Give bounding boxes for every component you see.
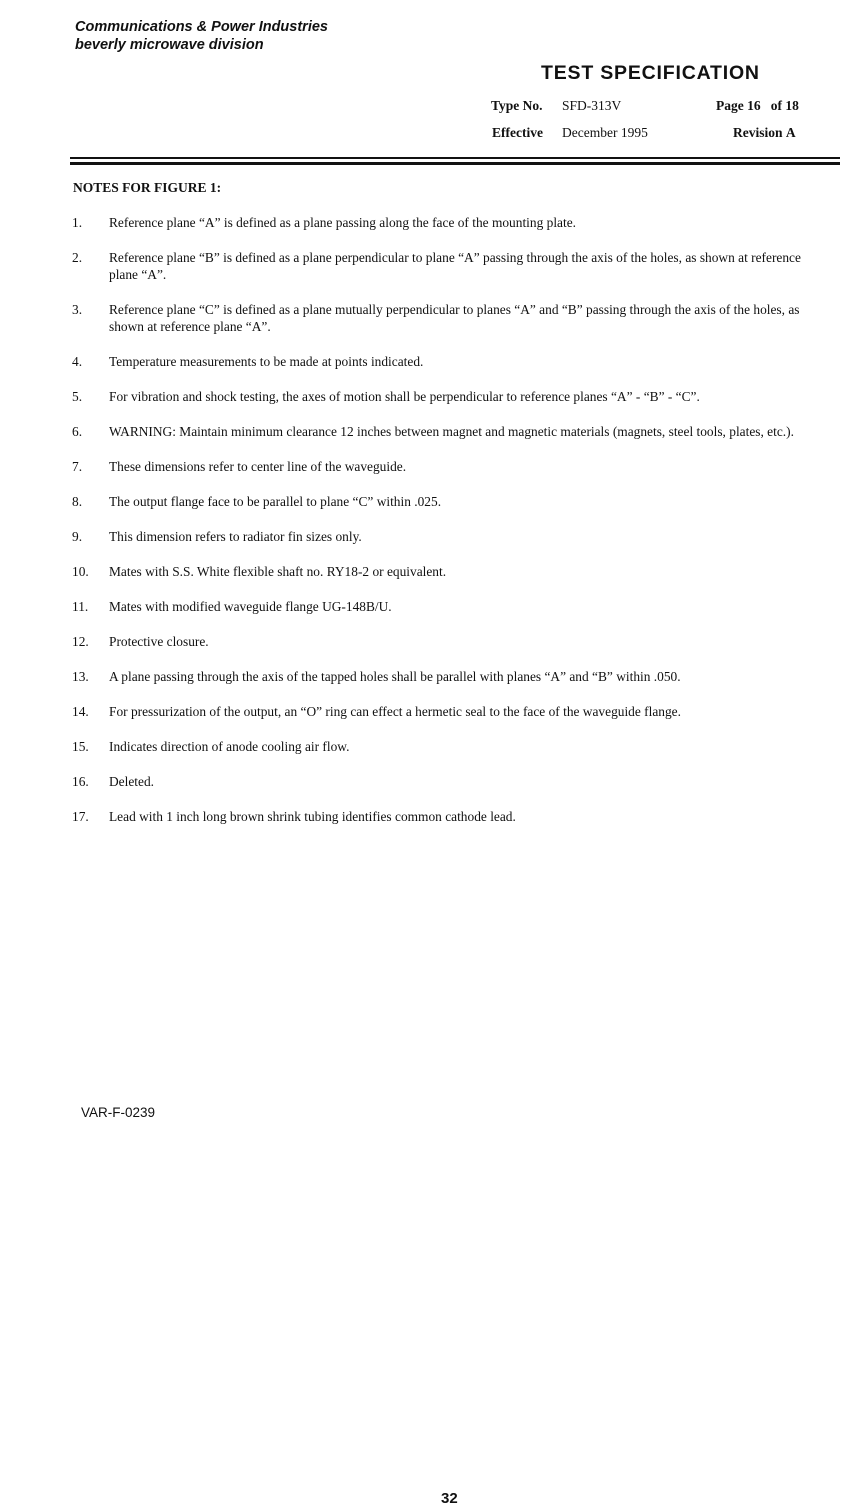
company-line-1: Communications & Power Industries (75, 19, 328, 35)
note-text: WARNING: Maintain minimum clearance 12 inches between magnet and magnetic materials (magnets, steel tools, plates, etc.). (109, 424, 794, 439)
note-number: 16. (72, 774, 89, 789)
note-item (72, 353, 832, 370)
note-text: Reference plane “A” is defined as a plane passing along the face of the mounting plate. (109, 215, 576, 230)
note-number: 11. (72, 599, 89, 614)
header-divider-bottom (70, 162, 840, 165)
note-item (72, 738, 832, 755)
note-text: Indicates direction of anode cooling air flow. (109, 739, 350, 754)
note-item (72, 458, 832, 475)
note-number: 4. (72, 354, 83, 369)
note-number: 6. (72, 424, 83, 439)
form-code: VAR-F-0239 (81, 1105, 156, 1120)
header-divider-top (70, 157, 840, 159)
note-item (72, 528, 832, 545)
note-text: These dimensions refer to center line of the waveguide. (109, 459, 407, 474)
note-text: The output flange face to be parallel to plane “C” within .025. (109, 494, 442, 509)
company-name (75, 18, 328, 54)
note-text: Mates with modified waveguide flange UG-148B/U. (109, 599, 392, 614)
note-number: 13. (72, 669, 89, 684)
note-number: 17. (72, 809, 89, 824)
type-no-value: SFD-313V (562, 98, 622, 113)
note-number: 10. (72, 564, 89, 579)
note-item (72, 423, 832, 440)
note-number: 7. (72, 459, 83, 474)
note-item (72, 301, 832, 335)
note-text: Deleted. (109, 774, 154, 789)
document-type-title: TEST SPECIFICATION (541, 62, 760, 84)
note-text: Mates with S.S. White flexible shaft no. RY18-2 or equivalent. (109, 564, 447, 579)
note-item (72, 668, 832, 685)
note-item (72, 388, 832, 405)
note-item (72, 633, 832, 650)
note-text: For vibration and shock testing, the axes of motion shall be perpendicular to reference planes “A” - “B” - “C”. (109, 389, 700, 404)
notes-list (72, 214, 832, 843)
note-number: 8. (72, 494, 83, 509)
note-number: 14. (72, 704, 89, 719)
note-item (72, 249, 832, 283)
note-item (72, 493, 832, 510)
note-text: This dimension refers to radiator fin sizes only. (109, 529, 362, 544)
note-item (72, 598, 832, 615)
effective-label: Effective (492, 125, 543, 140)
note-number: 3. (72, 302, 83, 317)
note-number: 15. (72, 739, 89, 754)
type-no-label: Type No. (491, 98, 543, 113)
page-indicator: Page 16 of 18 (716, 98, 799, 113)
note-text: Temperature measurements to be made at points indicated. (109, 354, 424, 369)
page-number: 32 (441, 1490, 458, 1507)
note-item (72, 773, 832, 790)
note-number: 1. (72, 215, 83, 230)
note-item (72, 214, 832, 231)
note-number: 12. (72, 634, 89, 649)
company-line-2: beverly microwave division (75, 37, 264, 53)
note-item (72, 808, 832, 825)
notes-heading: NOTES FOR FIGURE 1: (73, 180, 222, 195)
note-number: 5. (72, 389, 83, 404)
note-item (72, 703, 832, 720)
note-number: 2. (72, 250, 83, 265)
note-text: Reference plane “C” is defined as a plane mutually perpendicular to planes “A” and “B” passing through the axis of the holes, as shown at reference plane “A”. (109, 302, 800, 334)
note-item (72, 563, 832, 580)
note-text: For pressurization of the output, an “O” ring can effect a hermetic seal to the face of the waveguide flange. (109, 704, 681, 719)
revision-indicator: Revision A (733, 125, 796, 140)
note-text: Reference plane “B” is defined as a plane perpendicular to plane “A” passing through the axis of the holes, as shown at reference plane “A”. (109, 250, 801, 282)
note-text: A plane passing through the axis of the tapped holes shall be parallel with planes “A” and “B” within .050. (109, 669, 681, 684)
note-text: Protective closure. (109, 634, 209, 649)
note-text: Lead with 1 inch long brown shrink tubing identifies common cathode lead. (109, 809, 516, 824)
note-number: 9. (72, 529, 83, 544)
effective-date: December 1995 (562, 125, 648, 140)
